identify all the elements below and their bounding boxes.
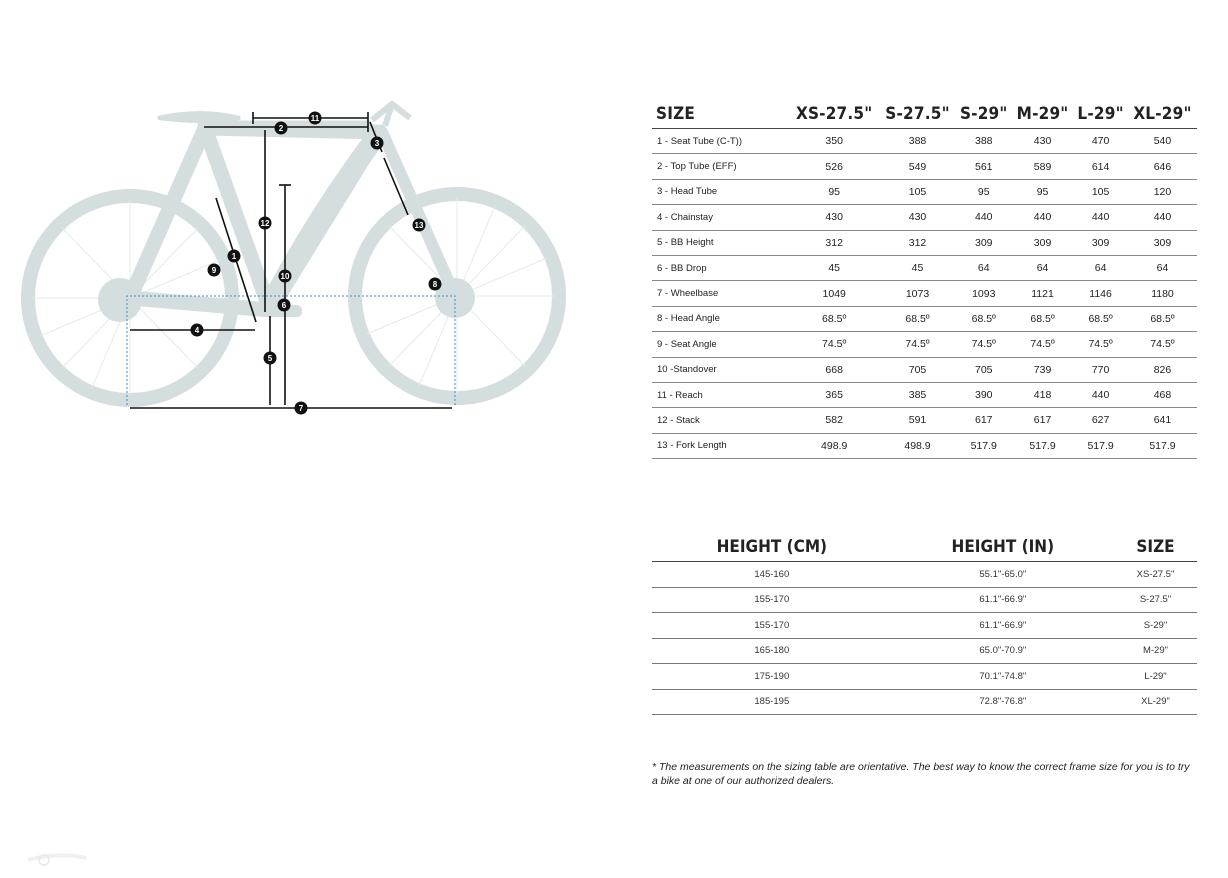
measurement-value: 440: [1073, 382, 1128, 407]
measurement-value: 74.5º: [789, 332, 879, 357]
measurement-value: 440: [1012, 205, 1073, 230]
size-cell: M-29": [1114, 638, 1197, 664]
bike-silhouette: [28, 104, 559, 400]
measurement-value: 517.9: [1012, 433, 1073, 458]
sizing-disclaimer: * The measurements on the sizing table are orientative. The best way to know the correct frame size for you is to try a bike at one of our authorized dealers.: [652, 761, 1190, 787]
marker-7: [295, 402, 308, 415]
svg-text:11: 11: [310, 114, 320, 123]
geometry-row: [652, 154, 1197, 179]
marker-9: [208, 264, 221, 277]
measurement-value: 561: [956, 154, 1012, 179]
size-cell: XS-27.5": [1114, 562, 1197, 588]
svg-text:6: 6: [281, 301, 287, 310]
marker-12: [259, 217, 272, 230]
geometry-row: [652, 332, 1197, 357]
marker-13: [413, 219, 426, 232]
fit-row: [652, 664, 1197, 690]
geometry-row: [652, 179, 1197, 204]
size-column-header: M-29": [1012, 100, 1073, 129]
measurement-label: 11 - Reach: [652, 382, 789, 407]
measurement-value: 365: [789, 382, 879, 407]
height-in-cell: 72.8"-76.8": [892, 689, 1114, 715]
measurement-label: 10 -Standover: [652, 357, 789, 382]
measurement-value: 388: [956, 129, 1012, 154]
measurement-value: 1121: [1012, 281, 1073, 306]
svg-text:8: 8: [432, 280, 438, 289]
measurement-label: 9 - Seat Angle: [652, 332, 789, 357]
height-in-cell: 55.1"-65.0": [892, 562, 1114, 588]
svg-text:10: 10: [280, 272, 290, 281]
measurement-value: 440: [956, 205, 1012, 230]
corner-mark: [28, 848, 88, 878]
svg-text:4: 4: [194, 326, 200, 335]
svg-text:1: 1: [231, 252, 237, 261]
geometry-table-body: [652, 129, 1197, 459]
measurement-value: 540: [1128, 129, 1197, 154]
marker-2: [275, 122, 288, 135]
measurement-label: 4 - Chainstay: [652, 205, 789, 230]
measurement-value: 350: [789, 129, 879, 154]
geometry-row: [652, 281, 1197, 306]
marker-6: [278, 299, 291, 312]
measurement-value: 1180: [1128, 281, 1197, 306]
measurement-value: 617: [956, 408, 1012, 433]
measurement-value: 1093: [956, 281, 1012, 306]
height-in-cell: 65.0"-70.9": [892, 638, 1114, 664]
measurement-value: 68.5º: [1012, 306, 1073, 331]
bike-geometry-diagram: [0, 95, 600, 425]
measurement-value: 390: [956, 382, 1012, 407]
measurement-value: 74.5º: [1012, 332, 1073, 357]
measurement-value: 1146: [1073, 281, 1128, 306]
size-column-header: XS-27.5": [789, 100, 879, 129]
measurement-value: 705: [879, 357, 955, 382]
measurement-value: 309: [956, 230, 1012, 255]
measurement-value: 45: [789, 255, 879, 280]
marker-1: [228, 250, 241, 263]
measurement-value: 64: [1128, 255, 1197, 280]
measurement-value: 68.5º: [1128, 306, 1197, 331]
fit-row: [652, 689, 1197, 715]
fit-row: [652, 562, 1197, 588]
measurement-label: 12 - Stack: [652, 408, 789, 433]
measurement-label: 13 - Fork Length: [652, 433, 789, 458]
measurement-label: 5 - BB Height: [652, 230, 789, 255]
measurement-label: 6 - BB Drop: [652, 255, 789, 280]
measurement-value: 388: [879, 129, 955, 154]
marker-11: [309, 112, 322, 125]
measurement-value: 64: [956, 255, 1012, 280]
measurement-value: 95: [789, 179, 879, 204]
height-cm-cell: 165-180: [652, 638, 892, 664]
measurement-value: 68.5º: [789, 306, 879, 331]
measurement-value: 120: [1128, 179, 1197, 204]
measurement-value: 385: [879, 382, 955, 407]
fit-header-row: [652, 532, 1197, 562]
measurement-value: 74.5º: [879, 332, 955, 357]
height-cm-header: HEIGHT (CM): [652, 532, 892, 562]
geometry-row: [652, 129, 1197, 154]
measurement-label: 8 - Head Angle: [652, 306, 789, 331]
measurement-value: 312: [789, 230, 879, 255]
measurement-label: 2 - Top Tube (EFF): [652, 154, 789, 179]
size-cell: XL-29": [1114, 689, 1197, 715]
measurement-value: 68.5º: [956, 306, 1012, 331]
measurement-value: 770: [1073, 357, 1128, 382]
measurement-value: 826: [1128, 357, 1197, 382]
measurement-value: 309: [1128, 230, 1197, 255]
measurement-value: 470: [1073, 129, 1128, 154]
measurement-label: 7 - Wheelbase: [652, 281, 789, 306]
measurement-value: 440: [1128, 205, 1197, 230]
marker-5: [264, 352, 277, 365]
measurement-value: 517.9: [1128, 433, 1197, 458]
measurement-label: 3 - Head Tube: [652, 179, 789, 204]
measurement-value: 627: [1073, 408, 1128, 433]
svg-text:9: 9: [211, 266, 217, 275]
marker-8: [429, 278, 442, 291]
size-column-header: S-29": [956, 100, 1012, 129]
fit-size-header: SIZE: [1114, 532, 1197, 562]
measurement-value: 64: [1073, 255, 1128, 280]
geometry-header-row: [652, 100, 1197, 129]
measurement-value: 440: [1073, 205, 1128, 230]
svg-text:7: 7: [298, 404, 304, 413]
svg-text:3: 3: [374, 139, 380, 148]
size-column-header: S-27.5": [879, 100, 955, 129]
height-in-cell: 61.1"-66.9": [892, 613, 1114, 639]
fit-row: [652, 638, 1197, 664]
measurement-value: 74.5º: [956, 332, 1012, 357]
size-header: SIZE: [652, 100, 789, 129]
saddle: [158, 113, 240, 121]
measurement-value: 309: [1012, 230, 1073, 255]
height-cm-cell: 155-170: [652, 613, 892, 639]
fit-table-body: [652, 562, 1197, 715]
svg-text:12: 12: [260, 219, 270, 228]
measurement-value: 309: [1073, 230, 1128, 255]
measurement-value: 68.5º: [879, 306, 955, 331]
measurement-value: 498.9: [789, 433, 879, 458]
measurement-value: 614: [1073, 154, 1128, 179]
height-cm-cell: 175-190: [652, 664, 892, 690]
size-column-header: XL-29": [1128, 100, 1197, 129]
measurement-value: 95: [956, 179, 1012, 204]
rider-fit-table: [652, 532, 1197, 715]
measurement-value: 418: [1012, 382, 1073, 407]
geometry-row: [652, 306, 1197, 331]
measurement-value: 64: [1012, 255, 1073, 280]
measurement-value: 74.5º: [1128, 332, 1197, 357]
size-cell: L-29": [1114, 664, 1197, 690]
geometry-row: [652, 382, 1197, 407]
measurement-value: 705: [956, 357, 1012, 382]
size-cell: S-29": [1114, 613, 1197, 639]
measurement-value: 45: [879, 255, 955, 280]
geometry-row: [652, 205, 1197, 230]
measurement-value: 1073: [879, 281, 955, 306]
measurement-value: 430: [789, 205, 879, 230]
measurement-value: 591: [879, 408, 955, 433]
measurement-value: 517.9: [956, 433, 1012, 458]
marker-4: [191, 324, 204, 337]
measurement-value: 646: [1128, 154, 1197, 179]
measurement-value: 312: [879, 230, 955, 255]
measurement-value: 105: [1073, 179, 1128, 204]
height-cm-cell: 155-170: [652, 587, 892, 613]
height-in-cell: 70.1"-74.8": [892, 664, 1114, 690]
marker-3: [371, 137, 384, 150]
height-in-cell: 61.1"-66.9": [892, 587, 1114, 613]
measurement-value: 430: [879, 205, 955, 230]
svg-text:5: 5: [267, 354, 273, 363]
measurement-value: 95: [1012, 179, 1073, 204]
geometry-row: [652, 357, 1197, 382]
measurement-value: 74.5º: [1073, 332, 1128, 357]
measurement-value: 582: [789, 408, 879, 433]
geometry-row: [652, 230, 1197, 255]
height-cm-cell: 185-195: [652, 689, 892, 715]
fit-row: [652, 587, 1197, 613]
fit-row: [652, 613, 1197, 639]
measurement-value: 641: [1128, 408, 1197, 433]
geometry-row: [652, 255, 1197, 280]
measurement-value: 549: [879, 154, 955, 179]
svg-text:13: 13: [414, 221, 424, 230]
measurement-value: 589: [1012, 154, 1073, 179]
measurement-value: 668: [789, 357, 879, 382]
marker-10: [279, 270, 292, 283]
measurement-value: 1049: [789, 281, 879, 306]
geometry-row: [652, 433, 1197, 458]
size-column-header: L-29": [1073, 100, 1128, 129]
height-in-header: HEIGHT (IN): [892, 532, 1114, 562]
measurement-label: 1 - Seat Tube (C-T)): [652, 129, 789, 154]
measurement-value: 739: [1012, 357, 1073, 382]
measurement-value: 498.9: [879, 433, 955, 458]
measurement-value: 105: [879, 179, 955, 204]
measurement-value: 430: [1012, 129, 1073, 154]
svg-text:2: 2: [278, 124, 284, 133]
geometry-row: [652, 408, 1197, 433]
height-cm-cell: 145-160: [652, 562, 892, 588]
size-cell: S-27.5": [1114, 587, 1197, 613]
measurement-value: 526: [789, 154, 879, 179]
measurement-value: 517.9: [1073, 433, 1128, 458]
measurement-value: 68.5º: [1073, 306, 1128, 331]
measurement-value: 617: [1012, 408, 1073, 433]
handlebar: [372, 104, 410, 126]
measurement-value: 468: [1128, 382, 1197, 407]
geometry-table: [652, 100, 1197, 459]
